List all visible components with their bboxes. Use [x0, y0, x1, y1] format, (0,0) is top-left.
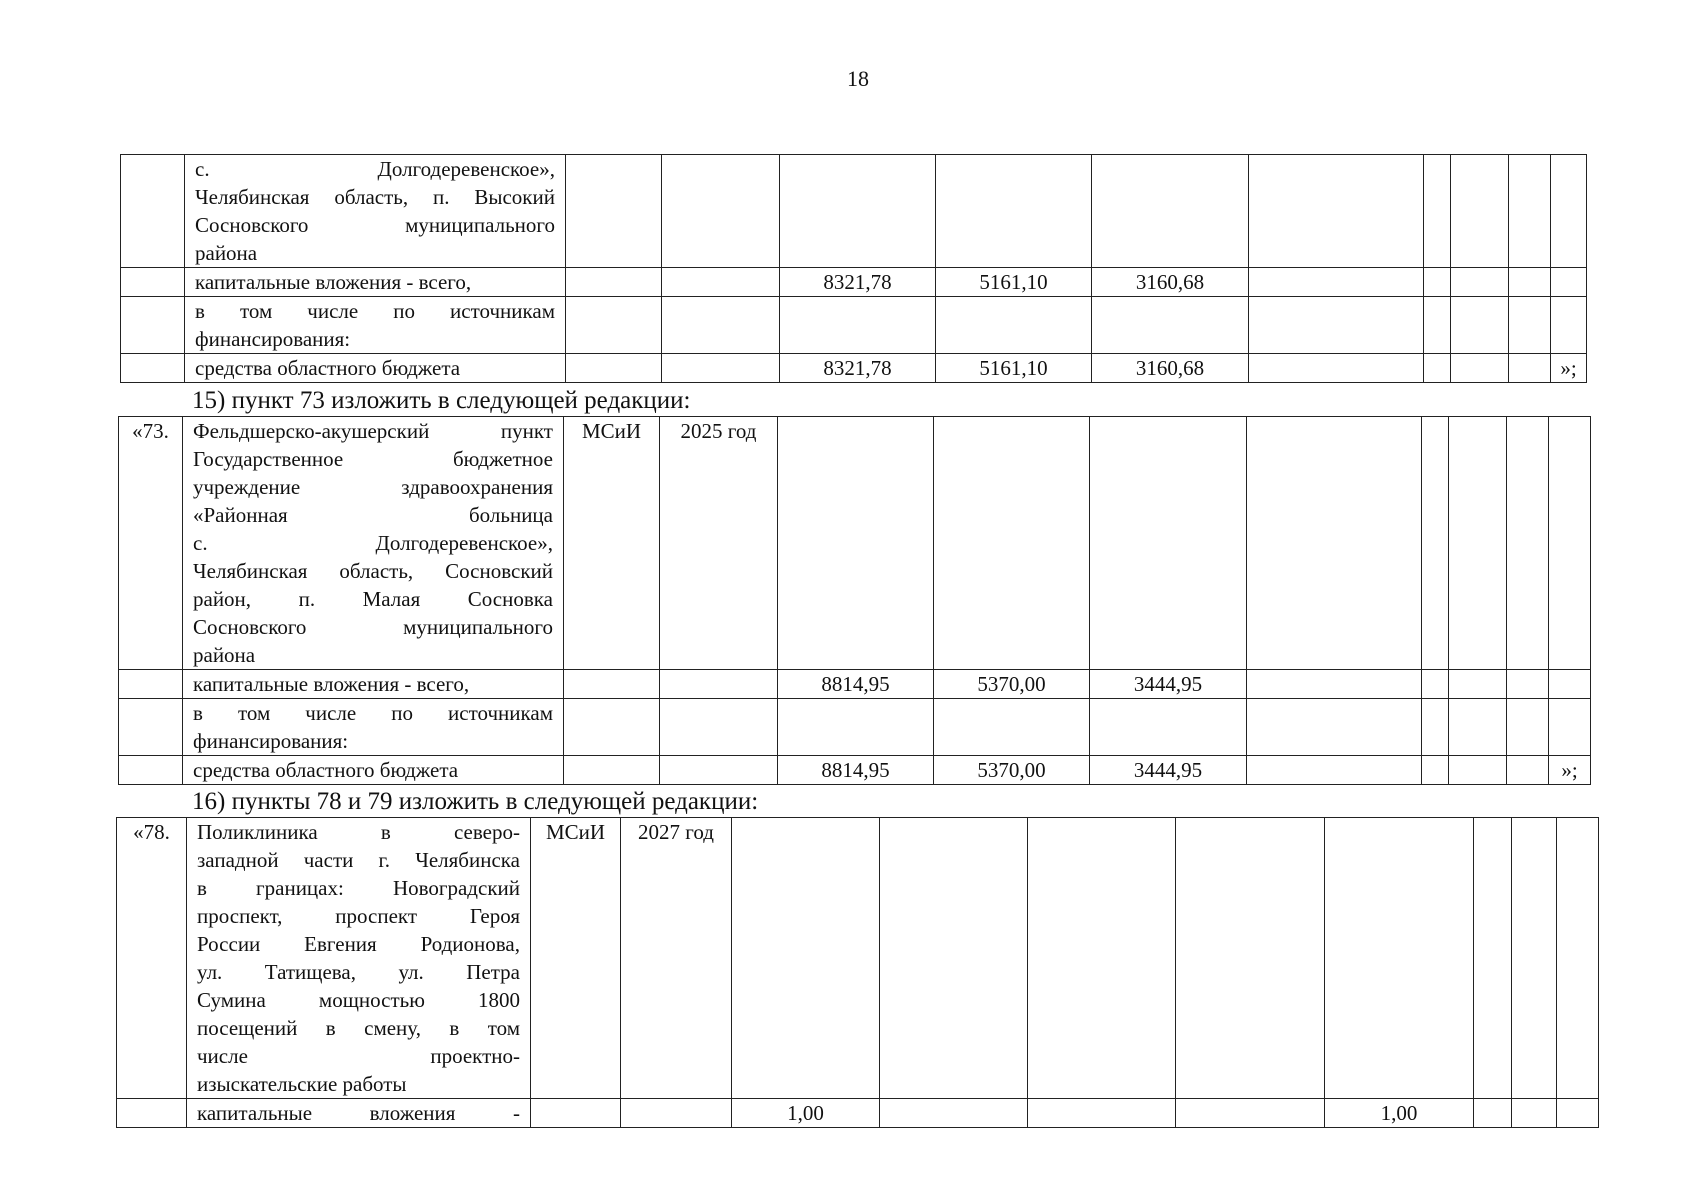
- value-cell: 8321,78: [780, 268, 936, 297]
- desc-line: Сумина мощностью 1800: [197, 988, 520, 1012]
- item-number: «73.: [119, 417, 183, 670]
- year: 2025 год: [660, 417, 778, 670]
- value-cell: 1,00: [732, 1099, 880, 1128]
- value-cell: 5370,00: [934, 670, 1090, 699]
- desc-line: проспект, проспект Героя: [197, 904, 520, 928]
- value-cell: 3444,95: [1090, 670, 1247, 699]
- row-label: средства областного бюджета: [185, 354, 566, 383]
- year: 2027 год: [621, 818, 732, 1099]
- value-cell: 5161,10: [936, 268, 1092, 297]
- desc-line: Государственное бюджетное: [193, 447, 553, 471]
- closing-quote: »;: [1551, 354, 1587, 383]
- table-row: [119, 756, 1591, 785]
- table-row: [119, 670, 1591, 699]
- value-cell: 3444,95: [1090, 756, 1247, 785]
- desc-line: Челябинская область, п. Высокий: [195, 185, 555, 209]
- desc-line: района: [193, 643, 256, 667]
- table-row: [119, 699, 1591, 756]
- object-description: [185, 155, 566, 268]
- row-label: [183, 699, 564, 756]
- value-cell: 8321,78: [780, 354, 936, 383]
- desc-line: район, п. Малая Сосновка: [193, 587, 553, 611]
- item-number: «78.: [117, 818, 187, 1099]
- executor: МСиИ: [564, 417, 660, 670]
- desc-line: Поликлиника в северо-: [197, 820, 520, 844]
- value-cell: 5161,10: [936, 354, 1092, 383]
- desc-line: ул. Татищева, ул. Петра: [197, 960, 520, 984]
- row-label: капитальные вложения - всего,: [185, 268, 566, 297]
- value-cell: 8814,95: [778, 756, 934, 785]
- table-row: [121, 354, 1587, 383]
- table-row: [119, 417, 1591, 670]
- value-cell: 3160,68: [1092, 268, 1249, 297]
- row-label: капитальные вложения - всего,: [183, 670, 564, 699]
- table-row: [121, 155, 1587, 268]
- value-cell: 8814,95: [778, 670, 934, 699]
- label-line: в том числе по источникам: [193, 701, 553, 725]
- label-line: в том числе по источникам: [195, 299, 555, 323]
- table-item-78: [116, 817, 1599, 1128]
- row-label: капитальные вложения -: [187, 1099, 531, 1128]
- row-label: [185, 297, 566, 354]
- section-heading: 15) пункт 73 изложить в следующей редакции:: [192, 387, 691, 414]
- value-cell: 5370,00: [934, 756, 1090, 785]
- desc-line: посещений в смену, в том: [197, 1016, 520, 1040]
- table-item-73: [118, 416, 1591, 785]
- desc-line: «Районная больница: [193, 503, 553, 527]
- desc-line: числе проектно-: [197, 1044, 520, 1068]
- desc-line: западной части г. Челябинска: [197, 848, 520, 872]
- closing-quote: »;: [1549, 756, 1591, 785]
- row-label: средства областного бюджета: [183, 756, 564, 785]
- desc-line: Фельдшерско-акушерский пункт: [193, 419, 553, 443]
- executor: МСиИ: [531, 818, 621, 1099]
- page-number: 18: [847, 66, 869, 91]
- label-line: финансирования:: [195, 327, 351, 351]
- section-heading: 16) пункты 78 и 79 изложить в следующей редакции:: [192, 788, 759, 815]
- desc-line: учреждение здравоохранения: [193, 475, 553, 499]
- object-description: [187, 818, 531, 1099]
- table-continuation: [120, 154, 1587, 383]
- table-row: [121, 297, 1587, 354]
- table-row: [121, 268, 1587, 297]
- desc-line: России Евгения Родионова,: [197, 932, 520, 956]
- desc-line: с. Долгодеревенское»,: [195, 157, 555, 181]
- desc-line: района: [195, 241, 258, 265]
- table-row: [117, 818, 1599, 1099]
- object-description: [183, 417, 564, 670]
- value-cell: 3160,68: [1092, 354, 1249, 383]
- desc-line: Челябинская область, Сосновский: [193, 559, 553, 583]
- value-cell: 1,00: [1325, 1099, 1474, 1128]
- desc-line: Сосновского муниципального: [195, 213, 555, 237]
- desc-line: Сосновского муниципального: [193, 615, 553, 639]
- desc-line: изыскательские работы: [197, 1072, 407, 1096]
- desc-line: с. Долгодеревенское»,: [193, 531, 553, 555]
- table-row: [117, 1099, 1599, 1128]
- label-line: финансирования:: [193, 729, 349, 753]
- desc-line: в границах: Новоградский: [197, 876, 520, 900]
